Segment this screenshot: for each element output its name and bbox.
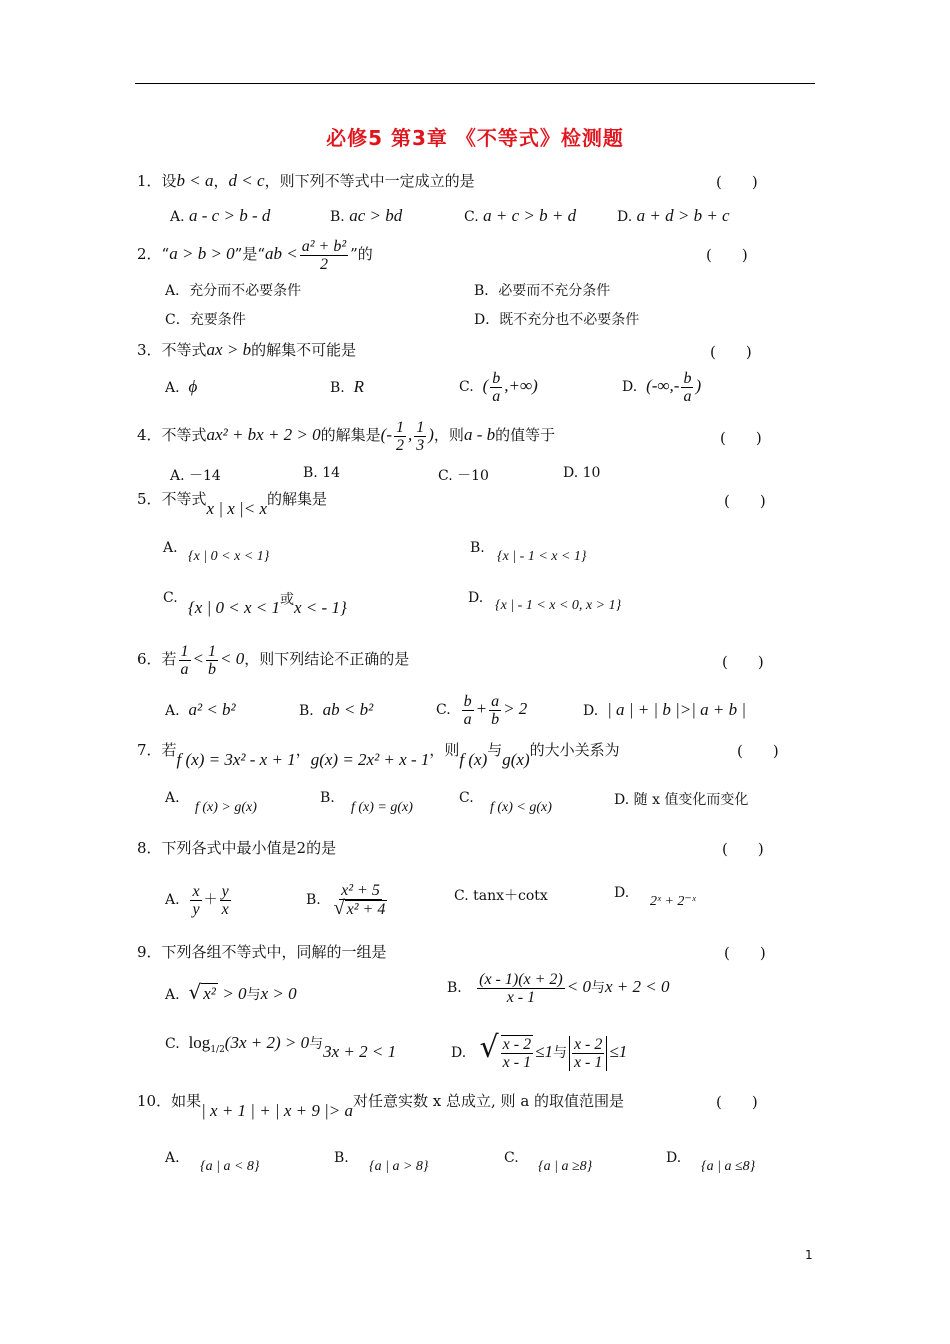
q8-b-num: x² + 5 <box>341 882 380 899</box>
question-2 <box>137 234 373 274</box>
q9-d-num: x - 2 <box>502 1036 532 1053</box>
q1-d-label: D. <box>617 209 633 225</box>
q5-option-d: {x | - 1 < x < 0, x > 1} <box>495 598 622 613</box>
q4-f2-den: 3 <box>416 436 425 454</box>
q9-a1-tail: > 0 <box>222 984 247 1003</box>
q1-number: 1．设 <box>137 172 177 190</box>
q9-d-fraction-1 <box>501 1035 533 1071</box>
q4-answer-paren: ( ) <box>720 429 762 447</box>
q10-option-a-label: A. <box>165 1150 180 1166</box>
q3-c-tail: ,+∞) <box>504 376 538 395</box>
q4-fraction-2 <box>414 419 426 454</box>
q4-ineq: ax² + bx + 2 > 0 <box>206 425 321 444</box>
q7-option-c-label: C. <box>459 790 474 806</box>
q4-expr: a - b <box>463 425 496 444</box>
q10-text: 对任意实数 x 总成立, 则 a 的取值范围是 <box>353 1092 625 1110</box>
q9-b-and: 与 <box>590 980 605 996</box>
q4-f1-num: 1 <box>396 418 404 436</box>
q5-text: 的解集是 <box>267 490 328 508</box>
q3-option-d <box>622 365 701 408</box>
q2-option-d: D．既不充分也不必要条件 <box>474 312 640 328</box>
q9-c1: (3x + 2) > 0 <box>224 1033 310 1052</box>
question-7 <box>137 740 620 769</box>
q5-c1: {x | 0 < x < 1 <box>188 598 281 617</box>
q9-d-den: x - 1 <box>502 1054 532 1071</box>
sqrt-icon: √ <box>188 980 202 1004</box>
q9-d2-le: ≤1 <box>609 1042 628 1061</box>
q5-option-b: {x | - 1 < x < 1} <box>497 549 587 564</box>
sqrt-icon: √ <box>333 897 345 919</box>
q1-sep: ， <box>213 172 229 190</box>
sqrt-icon: √ <box>479 1030 499 1065</box>
q3-d-den: a <box>683 387 692 405</box>
q6-option-d <box>583 700 746 720</box>
q3-number: 3．不等式 <box>137 341 207 359</box>
q9-answer-paren: ( ) <box>724 944 766 962</box>
q10-option-b: {a | a > 8} <box>369 1159 429 1174</box>
q9-c-log: log <box>188 1033 211 1052</box>
q3-c-label: C. <box>459 379 474 395</box>
q8-option-a <box>165 876 233 924</box>
q2-frac-den: 2 <box>319 255 328 273</box>
q8-b-fraction <box>332 882 390 918</box>
q3-b-label: B. <box>330 380 345 396</box>
q10-option-d-label: D. <box>666 1150 682 1166</box>
q1-option-c <box>464 206 576 226</box>
q7-text: 的大小关系为 <box>529 741 620 759</box>
q4-text1: 的解集是 <box>320 426 381 444</box>
q7-f: f (x) = 3x² - x + 1 <box>176 750 296 769</box>
q7-f2: f (x) <box>459 750 488 769</box>
q8-option-d-label: D. <box>614 885 630 901</box>
q4-number: 4．不等式 <box>137 426 207 444</box>
q2-option-b: B．必要而不充分条件 <box>474 283 611 299</box>
q9-d2-den: x - 1 <box>573 1053 603 1071</box>
q6-option-c <box>436 688 527 731</box>
q6-fraction-2 <box>206 643 218 678</box>
q6-f2-den: b <box>208 660 217 678</box>
q8-option-d: 2ˣ + 2⁻ˣ <box>650 894 696 909</box>
q4-f2-num: 1 <box>416 418 425 436</box>
q9-d-le: ≤1 <box>535 1042 553 1061</box>
q8-a-fraction-2 <box>220 883 231 918</box>
q3-b-expr: R <box>353 377 365 396</box>
q9-a1: x² <box>203 984 216 1003</box>
q6-answer-paren: ( ) <box>722 653 764 671</box>
q8-a-fraction-1 <box>190 883 201 918</box>
q3-c-open: ( <box>482 376 489 395</box>
q10-option-c: {a | a ≥8} <box>538 1159 593 1174</box>
q7-and: 与 <box>487 741 503 759</box>
q2-cond: a > b > 0 <box>169 244 235 263</box>
q6-b-label: B. <box>299 703 314 719</box>
q4-open: (- <box>380 425 392 444</box>
q3-d-fraction <box>681 370 693 405</box>
q6-c-fraction-1 <box>462 693 474 728</box>
q3-d-num: b <box>683 369 692 387</box>
q6-c-plus: + <box>475 699 488 718</box>
q9-c-and: 与 <box>309 1036 324 1052</box>
q5-option-a-label: A. <box>163 540 178 556</box>
top-rule <box>135 83 815 84</box>
q6-f1-den: a <box>180 660 189 678</box>
q4-option-c: C. －10 <box>438 468 489 484</box>
q8-a-n2: y <box>221 882 229 900</box>
q6-d-expr: | a | + | b |>| a + b | <box>607 700 747 719</box>
q9-option-c <box>165 1033 397 1061</box>
q7-option-a: f (x) > g(x) <box>195 800 257 815</box>
question-8: 8．下列各式中最小值是2的是 <box>137 839 337 857</box>
q6-lt: < <box>192 649 205 668</box>
q1-option-a <box>170 206 270 226</box>
q1-d-expr: a + d > b + c <box>636 206 730 225</box>
q8-a-plus: ＋ <box>203 892 218 908</box>
q3-option-c <box>459 365 538 408</box>
q8-answer-paren: ( ) <box>722 840 764 858</box>
q10-option-d: {a | a ≤8} <box>701 1159 756 1174</box>
q3-option-b <box>330 377 364 397</box>
q1-c-expr: a + c > b + d <box>483 206 577 225</box>
page-title: 必修5 第3章 《不等式》检测题 <box>326 126 624 150</box>
q9-d2-num: x - 2 <box>573 1035 603 1053</box>
q2-mid: ”是“ <box>234 245 266 263</box>
q2-fraction <box>300 238 348 273</box>
q9-b-tail: < 0 <box>566 977 591 996</box>
q6-c-tail: > 2 <box>503 699 528 718</box>
q4-close: ) <box>428 425 434 444</box>
q8-a-label: A. <box>165 892 180 908</box>
q2-answer-paren: ( ) <box>706 246 748 264</box>
q6-a-expr: a² < b² <box>188 700 236 719</box>
q1-option-d <box>617 206 730 226</box>
q3-d-label: D. <box>622 379 638 395</box>
q2-close: ”的 <box>350 245 373 263</box>
q1-cond2: d < c <box>228 171 265 190</box>
q2-lhs: ab < <box>265 244 298 263</box>
q9-d-label: D. <box>451 1045 467 1061</box>
q9-b-num: (x - 1)(x + 2) <box>479 970 563 988</box>
q4-comma: , <box>408 425 413 444</box>
q9-a-label: A. <box>165 987 180 1003</box>
q10-answer-paren: ( ) <box>716 1093 758 1111</box>
q5-option-b-label: B. <box>470 540 485 556</box>
question-1 <box>137 171 475 191</box>
question-5 <box>137 489 328 518</box>
q6-b-expr: ab < b² <box>322 700 374 719</box>
q9-option-d <box>451 1024 627 1077</box>
q1-c-label: C. <box>464 209 479 225</box>
q3-d-head: (-∞,- <box>646 376 680 395</box>
q6-f2-num: 1 <box>208 642 217 660</box>
q2-option-c: C．充要条件 <box>165 312 246 328</box>
q6-a-label: A. <box>165 703 180 719</box>
q9-c2: 3x + 2 < 1 <box>323 1042 397 1061</box>
q3-c-den: a <box>492 387 501 405</box>
q2-option-a: A．充分而不必要条件 <box>165 283 302 299</box>
q6-option-b <box>299 700 373 720</box>
q10-option-a: {a | a < 8} <box>200 1159 260 1174</box>
question-9: 9．下列各组不等式中，同解的一组是 <box>137 943 387 961</box>
q7-sep: ， <box>295 741 311 759</box>
q4-option-b: B. 14 <box>303 465 341 481</box>
q8-option-c: C. tanx＋cotx <box>454 888 548 904</box>
q7-option-d: D. 随 x 值变化而变化 <box>614 792 749 808</box>
q2-open-quote: “ <box>161 245 170 263</box>
q4-text2: ，则 <box>433 426 464 444</box>
q1-b-label: B. <box>330 209 345 225</box>
q9-d-fraction-2 <box>569 1036 607 1071</box>
q5-c2: x < - 1} <box>294 598 347 617</box>
q7-g2: g(x) <box>502 750 530 769</box>
q4-fraction-1 <box>394 419 406 454</box>
q5-number: 5．不等式 <box>137 490 207 508</box>
q10-ineq: | x + 1 | + | x + 9 |> a <box>201 1101 354 1120</box>
page-number: 1 <box>805 1248 813 1262</box>
q8-a-d2: x <box>221 900 229 918</box>
q9-c-label: C. <box>165 1036 180 1052</box>
q9-b2: x + 2 < 0 <box>604 977 670 996</box>
q7-option-b-label: B. <box>320 790 335 806</box>
q6-fraction-1 <box>179 643 191 678</box>
q2-number: 2． <box>137 245 162 263</box>
q3-answer-paren: ( ) <box>710 343 752 361</box>
q4-f1-den: 2 <box>396 436 404 454</box>
q6-number: 6．若 <box>137 650 177 668</box>
q7-then: ，则 <box>429 741 460 759</box>
q9-c-base: 1/2 <box>210 1044 225 1055</box>
q6-tail: < 0 <box>220 649 245 668</box>
q6-option-a <box>165 700 236 720</box>
q9-a2: x > 0 <box>260 984 297 1003</box>
q1-cond1: b < a <box>176 171 214 190</box>
q7-answer-paren: ( ) <box>737 742 779 760</box>
q1-a-label: A. <box>170 209 185 225</box>
q5-option-d-label: D. <box>468 590 484 606</box>
question-10 <box>137 1091 625 1120</box>
q5-option-a: {x | 0 < x < 1} <box>188 549 270 564</box>
q8-b-den-text: x² + 4 <box>346 901 386 918</box>
q7-option-b: f (x) = g(x) <box>351 800 413 815</box>
q7-number: 7．若 <box>137 741 177 759</box>
q5-c-or: 或 <box>280 592 295 608</box>
q4-option-a: A. －14 <box>170 468 221 484</box>
q9-b-fraction <box>477 971 565 1006</box>
q8-b-label: B. <box>306 892 321 908</box>
q2-frac-num: a² + b² <box>301 237 347 255</box>
q1-b-expr: ac > bd <box>349 206 403 225</box>
q10-option-b-label: B. <box>334 1150 349 1166</box>
q10-number: 10．如果 <box>137 1092 202 1110</box>
q6-c-n2: a <box>491 692 500 710</box>
q6-f1-num: 1 <box>180 642 189 660</box>
q8-option-b <box>306 876 391 924</box>
q4-text3: 的值等于 <box>495 426 556 444</box>
q6-c-label: C. <box>436 702 451 718</box>
q6-d-label: D. <box>583 703 599 719</box>
q3-a-label: A. <box>165 380 180 396</box>
q9-b-den: x - 1 <box>506 988 536 1006</box>
q6-text: ，则下列结论不正确的是 <box>244 650 410 668</box>
q9-option-b <box>447 964 669 1011</box>
q9-d-and: 与 <box>552 1045 567 1061</box>
q3-c-num: b <box>492 369 501 387</box>
q9-b-label: B. <box>447 980 462 996</box>
q5-ineq: x | x |< x <box>206 499 268 518</box>
q1-option-b <box>330 206 402 226</box>
q6-c-d1: a <box>463 710 472 728</box>
q5-answer-paren: ( ) <box>724 492 766 510</box>
q10-option-c-label: C. <box>504 1150 519 1166</box>
q4-option-d: D. 10 <box>563 465 601 481</box>
q9-a-and: 与 <box>246 987 261 1003</box>
q3-text: 的解集不可能是 <box>251 341 357 359</box>
q6-c-d2: b <box>491 710 500 728</box>
q5-option-c-label: C. <box>163 590 178 606</box>
q9-option-a <box>165 980 297 1004</box>
q7-g: g(x) = 2x² + x - 1 <box>310 750 430 769</box>
q8-a-d1: y <box>192 900 200 918</box>
q1-answer-paren: ( ) <box>716 173 758 191</box>
question-4 <box>137 414 555 456</box>
q1-text: ，则下列不等式中一定成立的是 <box>264 172 475 190</box>
q8-a-n1: x <box>192 882 200 900</box>
q6-c-n1: b <box>463 692 472 710</box>
q8-b-den <box>332 897 390 919</box>
question-3 <box>137 340 356 360</box>
q7-option-a-label: A. <box>165 790 180 806</box>
q3-a-expr: ϕ <box>188 377 198 396</box>
q1-a-expr: a - c > b - d <box>189 206 271 225</box>
q6-c-fraction-2 <box>489 693 501 728</box>
question-6 <box>137 638 409 680</box>
q5-option-c <box>188 589 347 617</box>
q3-c-fraction <box>490 370 502 405</box>
q3-option-a <box>165 377 197 397</box>
q3-ineq: ax > b <box>206 340 252 359</box>
q3-d-close: ) <box>695 376 702 395</box>
q7-option-c: f (x) < g(x) <box>490 800 552 815</box>
